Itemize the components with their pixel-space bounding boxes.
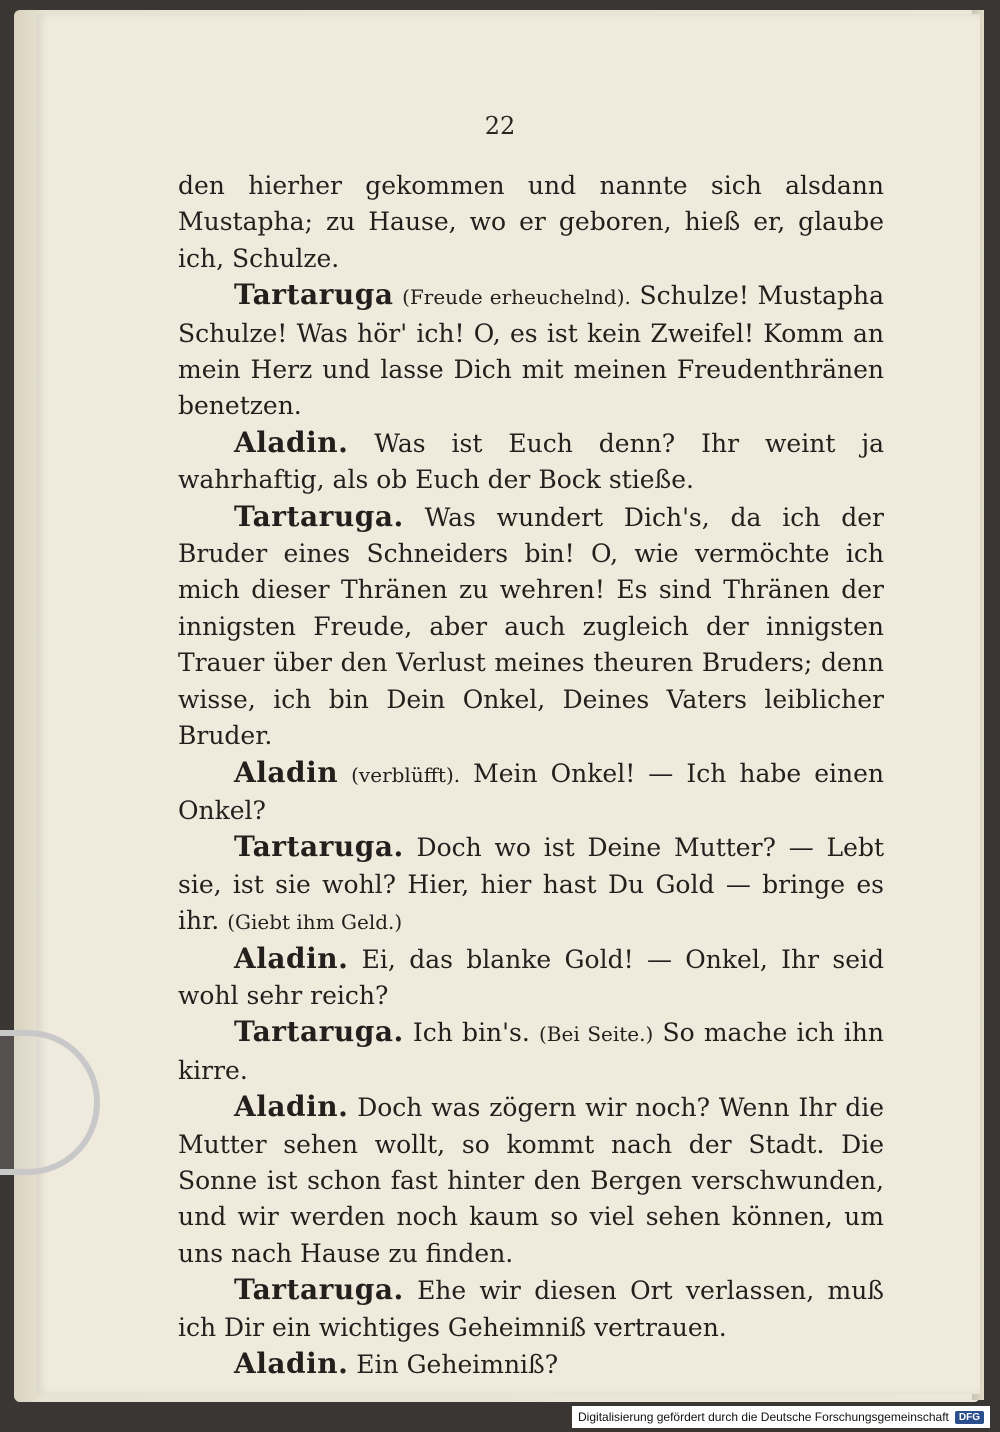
speaker-name: Aladin.: [234, 941, 349, 975]
speech-2: [178, 425, 884, 499]
speech-5: [178, 829, 884, 940]
speech-text: Mein Onkel! — Ich habe einen Onkel?: [178, 758, 884, 825]
digitization-footer: [572, 1406, 990, 1428]
speech-4: [178, 755, 884, 830]
speech-6: [178, 941, 884, 1015]
page-number: 22: [484, 112, 516, 140]
footer-text: Digitalisierung gefördert durch die Deutsche Forschungsgemeinschaft: [578, 1410, 949, 1424]
stage-direction: (Giebt ihm Geld.): [227, 910, 403, 935]
speech-text: Ehe wir diesen Ort verlassen, muß ich Dir ein wichtiges Geheimniß vertrauen.: [178, 1276, 885, 1342]
speech-9: [178, 1272, 884, 1346]
speech-10: [178, 1346, 884, 1383]
speech-text: Ei, das blanke Gold! — Onkel, Ihr seid wohl sehr reich?: [178, 944, 884, 1010]
speaker-name: Tartaruga.: [234, 1015, 404, 1049]
stage-direction: (Freude erheuchelnd).: [402, 285, 631, 310]
dfg-logo: DFG: [955, 1411, 984, 1424]
speech-text: So mache ich ihn kirre.: [178, 1018, 884, 1085]
speech-7: [178, 1014, 884, 1089]
text-line-2: zu Hause, wo er geboren, hieß er, glaube ich, Schulze.: [178, 207, 884, 273]
text-line: [178, 168, 884, 277]
speech-3: [178, 499, 884, 755]
stage-direction: (Bei Seite.): [539, 1022, 654, 1047]
speaker-name: Aladin.: [234, 1347, 349, 1380]
speech-text: Schulze! Mustapha Schulze! Was hör' ich! O, es ist kein Zweifel! Komm an mein Herz und lasse Dich mit meinen Freudenthränen benetzen.: [178, 281, 885, 421]
speech-text: Doch was zögern wir noch? Wenn Ihr die Mutter sehen wollt, so kommt nach der Stadt. Die Sonne ist schon fast hinter den Bergen verschwunden, und wir werden noch kaum so viel sehen können, um uns nach Hause zu finden.: [178, 1093, 884, 1268]
speaker-name: Tartaruga.: [234, 830, 404, 864]
speech-1: [178, 277, 884, 425]
speaker-name: Aladin.: [234, 425, 349, 459]
speech-text: Was wundert Dich's, da ich der Bruder eines Schneiders bin! O, wie vermöchte ich mich dieser Thränen zu wehren! Es sind Thränen der innigsten Freude, aber auch zugleich der innigsten Trauer über den Verlust meines theuren Bruders; denn wisse, ich bin Dein Onkel, Deines Vaters leiblicher Bruder.: [178, 502, 885, 751]
page-text: [178, 168, 884, 1383]
speaker-name: Tartaruga: [234, 278, 394, 312]
speaker-name: Aladin.: [234, 1090, 349, 1124]
speech-text: Ich bin's.: [412, 1018, 530, 1048]
speech-text: Was ist Euch denn? Ihr weint ja wahrhaftig, als ob Euch der Bock stieße.: [178, 428, 884, 495]
speaker-name: Tartaruga.: [234, 499, 404, 533]
speech-8: [178, 1089, 884, 1272]
speech-text: Doch wo ist Deine Mutter? — Lebt sie, ist sie wohl? Hier, hier hast Du Gold — bringe es ihr.: [178, 833, 884, 936]
text-line-1: den hierher gekommen und nannte sich alsdann Mustapha;: [178, 171, 884, 237]
stage-direction: (verblüfft).: [351, 762, 461, 787]
speaker-name: Tartaruga.: [234, 1273, 404, 1307]
speaker-name: Aladin: [234, 755, 339, 789]
speech-text: Ein Geheimniß?: [356, 1350, 559, 1379]
